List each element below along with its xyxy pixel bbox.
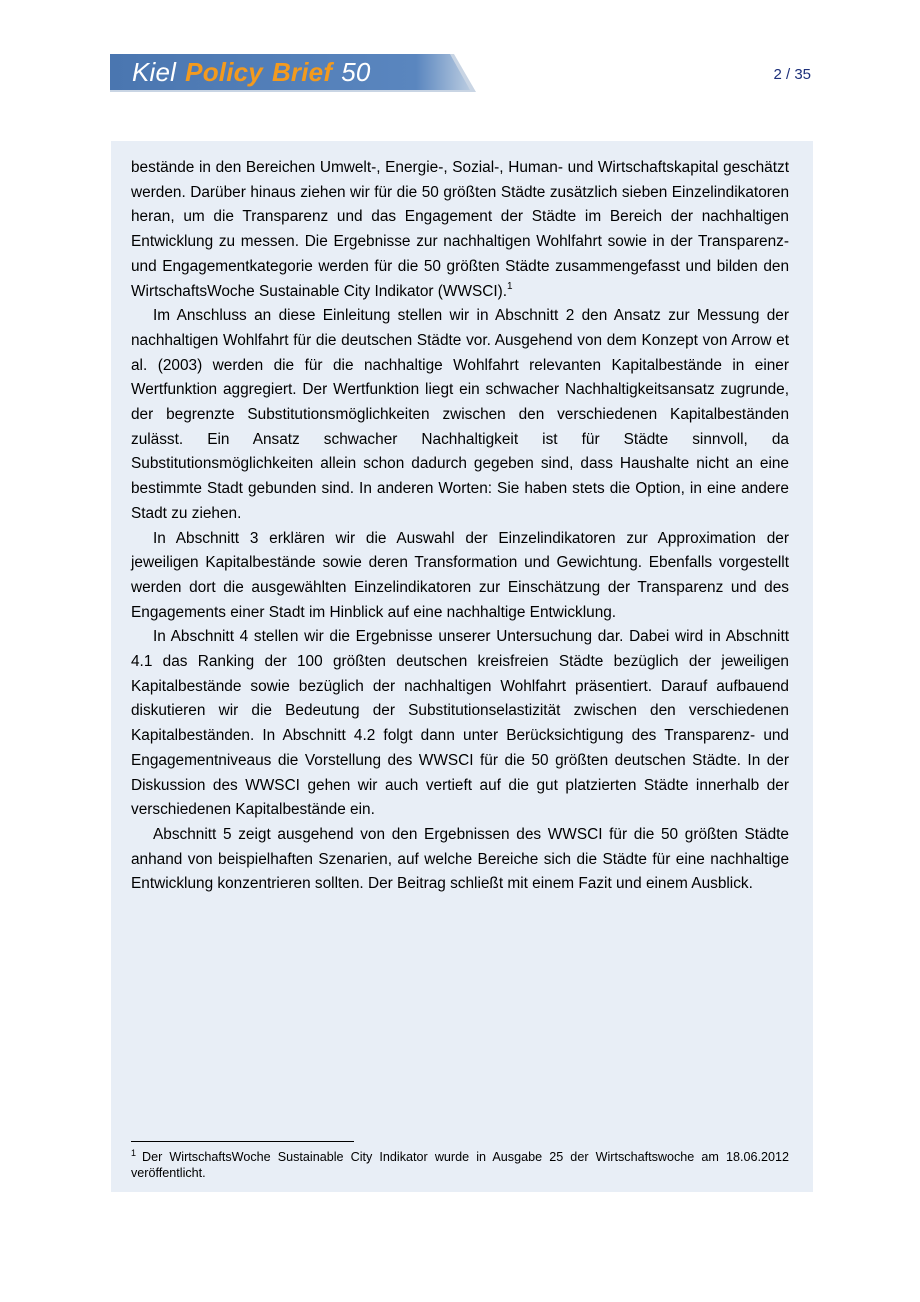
paragraph-3: In Abschnitt 3 erklären wir die Auswahl der Einzelindikatoren zur Approximation der jeweiligen Kapitalbestände sowie deren Transformation und Gewichtung. Ebenfalls vorgestellt werden dort die ausgewählten Einzelindikatoren zur Einschätzung der Transparenz und des Engagements einer Stadt im Hinblick auf eine nachhaltige Entwicklung. bbox=[131, 529, 789, 621]
page-number: 2 / 35 bbox=[773, 66, 811, 83]
kiel-policy-brief-banner bbox=[110, 54, 476, 92]
footnote-divider bbox=[131, 1141, 354, 1142]
brand-word-brief: Brief bbox=[271, 57, 333, 87]
footnote-mark: 1 bbox=[131, 1148, 137, 1158]
paragraph-1-text: bestände in den Bereichen Umwelt-, Energie-, Sozial-, Human- und Wirtschaftskapital geschätzt werden. Darüber hinaus ziehen wir für die 50 größten Städte zusätzlich sieben Einzelindikatoren heran, um die Transparenz und das Engagement der Städte im Bereich der nachhaltigen Entwicklung zu messen. Die Ergebnisse zur nachhaltigen Wohlfahrt sowie in der Transparenz- und Engagementkategorie werden für die 50 größten Städte zusammengefasst und bilden den WirtschaftsWoche Sustainable City Indikator (WWSCI). bbox=[131, 159, 789, 300]
paragraph-4: In Abschnitt 4 stellen wir die Ergebnisse unserer Untersuchung dar. Dabei wird in Abschnitt 4.1 das Ranking der 100 größten deutschen kreisfreien Städte bezüglich der jeweiligen Kapitalbestände sowie bezüglich der nachhaltigen Wohlfahrt präsentiert. Darauf aufbauend diskutieren wir die Bedeutung der Substitutionselastizität zwischen den verschiedenen Kapitalbeständen. In Abschnitt 4.2 folgt dann unter Berücksichtigung des Transparenz- und Engagementniveaus die Vorstellung des WWSCI für die 50 größten deutschen Städte. In der Diskussion des WWSCI gehen wir auch vertieft auf die gut platzierten Städte innerhalb der verschiedenen Kapitalbestände ein. bbox=[131, 628, 789, 819]
body-text bbox=[131, 156, 789, 897]
paragraph-2: Im Anschluss an diese Einleitung stellen wir in Abschnitt 2 den Ansatz zur Messung der nachhaltigen Wohlfahrt für die deutschen Städte vor. Ausgehend von dem Konzept von Arrow et al. (2003) werden die für die nachhaltige Wohlfahrt relevanten Kapitalbestände in einer Wertfunktion aggregiert. Der Wertfunktion liegt ein schwacher Nachhaltigkeitsansatz zugrunde, der begrenzte Substitutionsmöglichkeiten zwischen den verschiedenen Kapitalbeständen zulässt. Ein Ansatz schwacher Nachhaltigkeit ist für Städte sinnvoll, da Substitutionsmöglichkeiten allein schon dadurch gegeben sind, dass Haushalte nicht an eine bestimmte Stadt gebunden sind. In anderen Worten: Sie haben stets die Option, in eine andere Stadt zu ziehen. bbox=[131, 307, 789, 522]
brand-title bbox=[132, 57, 380, 87]
footnote-text: Der WirtschaftsWoche Sustainable City Indikator wurde in Ausgabe 25 der Wirtschaftswoche am 18.06.2012 veröffentlicht. bbox=[131, 1150, 789, 1180]
brand-word-kiel: Kiel bbox=[132, 57, 177, 87]
paragraph-1 bbox=[131, 156, 789, 304]
brand-issue-number: 50 bbox=[341, 57, 371, 87]
paragraph-5: Abschnitt 5 zeigt ausgehend von den Ergebnissen des WWSCI für die 50 größten Städte anhand von beispielhaften Szenarien, auf welche Bereiche sich die Städte für eine nachhaltige Entwicklung konzentrieren sollten. Der Beitrag schließt mit einem Fazit und einem Ausblick. bbox=[131, 825, 789, 893]
footnote-reference[interactable]: 1 bbox=[507, 280, 513, 292]
footnote bbox=[131, 1149, 789, 1181]
brand-word-policy: Policy bbox=[185, 57, 263, 87]
